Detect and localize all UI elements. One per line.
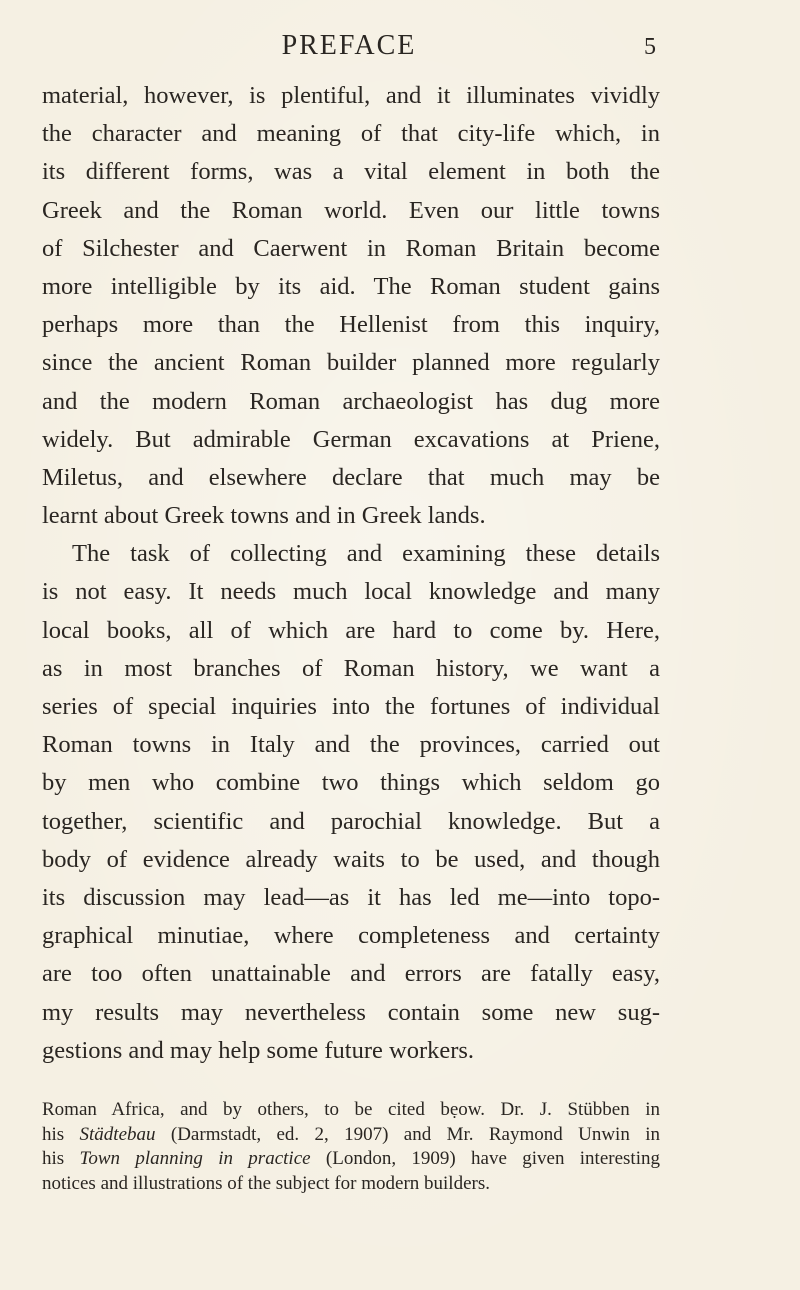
text-line: local books, all of which are hard to come by. Here,: [42, 616, 660, 644]
text-line: together, scientific and parochial knowledge. But a: [42, 807, 660, 835]
text-line: its discussion may lead—as it has led me—into topo-: [42, 883, 660, 911]
page-number: 5: [644, 34, 656, 60]
text-line: material, however, is plentiful, and it illuminates vividly: [42, 82, 660, 109]
book-title-town-planning: Town planning in practice: [79, 1148, 311, 1169]
footnote-text: (London, 1909) have given interesting: [310, 1148, 660, 1169]
text-line: perhaps more than the Hellenist from this inquiry,: [42, 311, 660, 339]
text-line: more intelligible by its aid. The Roman student gains: [42, 272, 660, 300]
text-line: my results may nevertheless contain some new sug-: [42, 998, 660, 1026]
page-header: [42, 30, 656, 70]
text-line: Roman towns in Italy and the provinces, carried out: [42, 731, 660, 759]
text-line: of Silchester and Caerwent in Roman Britain become: [42, 234, 660, 262]
text-line: by men who combine two things which seldom go: [42, 769, 660, 797]
text-line: as in most branches of Roman history, we want a: [42, 654, 660, 682]
footnote-line: Roman Africa, and by others, to be cited bẹow. Dr. J. Stübben in: [42, 1099, 660, 1120]
text-line: body of evidence already waits to be used, and though: [42, 845, 660, 873]
body-text: [42, 77, 660, 1070]
text-line: are too often unattainable and errors are fatally easy,: [42, 960, 660, 988]
footnote: [42, 1098, 660, 1196]
text-line: graphical minutiae, where completeness and certainty: [42, 922, 660, 950]
text-line: the character and meaning of that city-life which, in: [42, 120, 660, 148]
text-line: and the modern Roman archaeologist has dug more: [42, 387, 660, 415]
text-line: is not easy. It needs much local knowledge and many: [42, 578, 660, 606]
footnote-text: his: [42, 1148, 80, 1169]
footnote-line: notices and illustrations of the subject for modern builders.: [42, 1172, 490, 1194]
footnote-line: [42, 1147, 660, 1172]
text-line: series of special inquiries into the fortunes of individual: [42, 693, 660, 720]
text-line: gestions and may help some future workers.: [42, 1036, 475, 1064]
text-line: since the ancient Roman builder planned more regularly: [42, 349, 660, 377]
paragraph-start-line: The task of collecting and examining these details: [72, 540, 660, 568]
text-line: Miletus, and elsewhere declare that much may be: [42, 463, 660, 491]
footnote-line: [42, 1123, 660, 1148]
running-head: PREFACE: [281, 30, 417, 61]
text-line: learnt about Greek towns and in Greek lands.: [42, 502, 486, 530]
text-line: its different forms, was a vital element in both the: [42, 158, 660, 186]
text-line: Greek and the Roman world. Even our little towns: [42, 196, 660, 224]
footnote-text: his: [42, 1123, 80, 1145]
book-title-staedtebau: Städtebau: [79, 1123, 156, 1145]
footnote-text: (Darmstadt, ed. 2, 1907) and Mr. Raymond Unwin in: [155, 1123, 660, 1145]
text-line: widely. But admirable German excavations at Priene,: [42, 425, 660, 453]
